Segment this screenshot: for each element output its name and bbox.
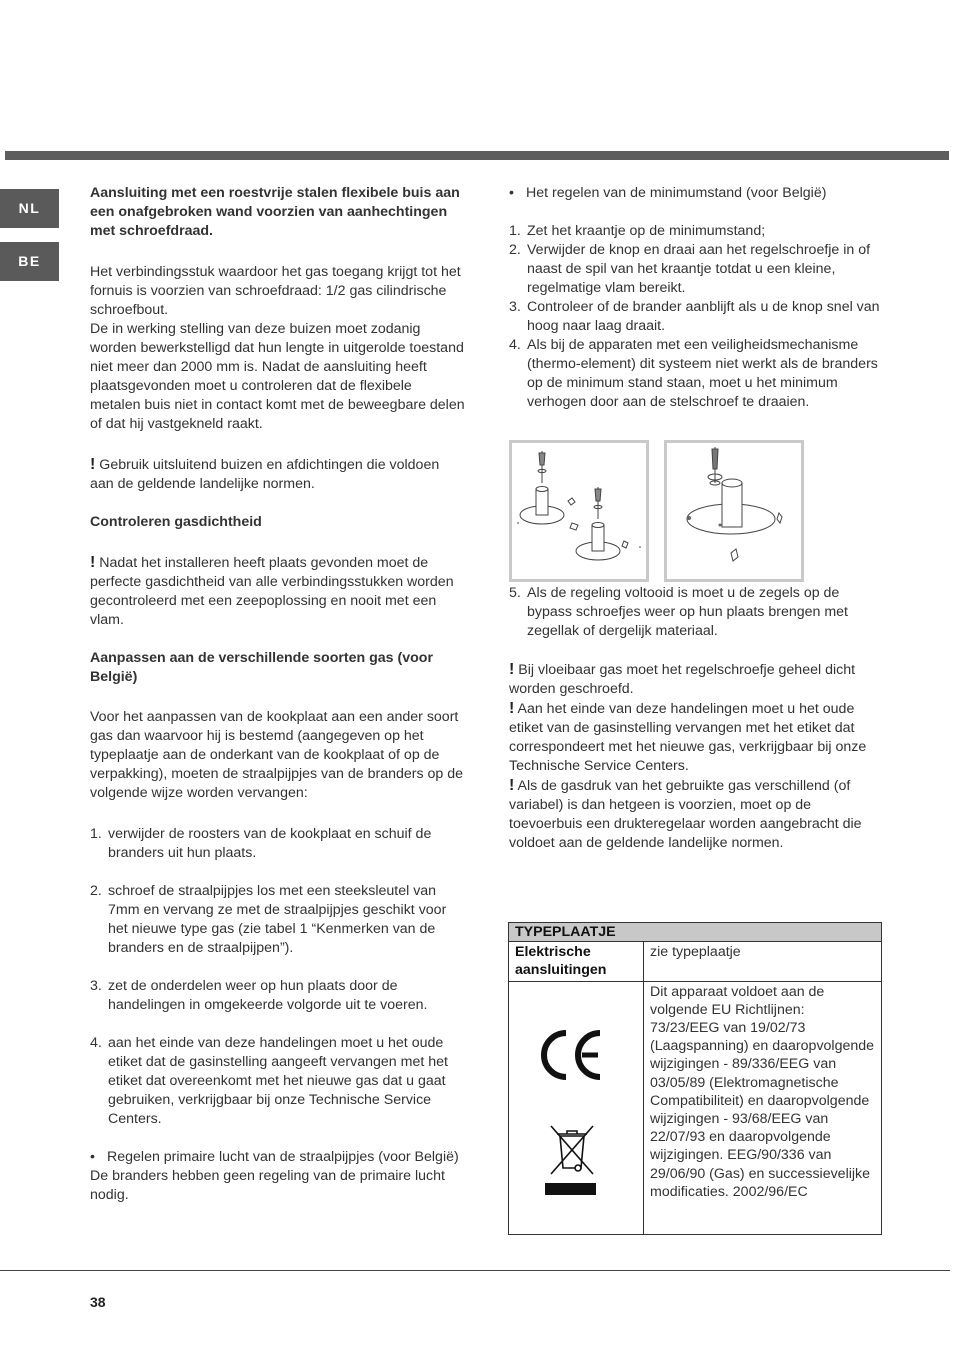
language-tab-be[interactable]: BE [0, 242, 59, 281]
list-item: 5. Als de regeling voltooid is moet u de zegels op de bypass schroefjes weer op hun plaats brengen met zegellak of dergelijk materiaal. [509, 585, 848, 639]
list-item: 4. aan het einde van deze handelingen moet u het oude etiket dat de gasinstelling aangeeft vervangen met het etiket dat overeenkomt met het nieuwe gas dat u gaat gebruiken, verkrijgbaar bij onze Technische Service Centers. [90, 1035, 448, 1127]
page-number: 38 [90, 1294, 106, 1310]
paragraph-adapt: Voor het aanpassen van de kookplaat aan een ander soort gas dan waarvoor hij is bestemd (aangegeven op het typeplaatje aan de onderkant van de kookplaat of op de verpakking), moeten de straalpijpjes van de branders op de volgende wijze worden vervangen: [90, 709, 464, 801]
paragraph-primary-air: De branders hebben geen regeling van de primaire lucht nodig. [90, 1168, 445, 1203]
warning-icon: ! [509, 661, 515, 678]
left-column [90, 184, 465, 1205]
language-tab-nl[interactable]: NL [0, 189, 59, 228]
steps-list [90, 825, 465, 1129]
warning-icon: ! [509, 777, 515, 794]
heading-gas-tightness: Controleren gasdichtheid [90, 514, 262, 530]
illustration-knob-screw [664, 440, 804, 582]
warning-icon: ! [90, 554, 96, 571]
warning-liquid-gas: ! Bij vloeibaar gas moet het regelschroefje geheel dicht worden geschroefd. [509, 661, 856, 697]
paragraph-connector: Het verbindingsstuk waardoor het gas toegang krijgt tot het fornuis is voorzien van schroefdraad: 1/2 gas cilindrische schroefbout. [90, 264, 461, 318]
warning-icon: ! [90, 456, 96, 473]
list-item: 1. Zet het kraantje op de minimumstand; [509, 223, 766, 239]
table-cell-directives: Dit apparaat voldoet aan de volgende EU Richtlijnen: 73/23/EEG van 19/02/73 (Laagspanning) en daaropvolgende wijzigingen - 89/336/EEG van 03/05/89 (Elektromagnetische Compatibiliteit) en daaropvolgende wijzigingen - 93/68/EEG van 22/07/93 en daaropvolgende wijzigingen. EEG/90/336 van 29/06/90 (Gas) en successievelijke modificaties. 2002/96/EC [644, 981, 882, 1234]
list-item: 2. schroef de straalpijpjes los met een steeksleutel van 7mm en vervang ze met de straalpijpjes geschikt voor het nieuwe type gas (zie tabel 1 “Kenmerken van de branders en de straalpijpen”). [90, 883, 447, 956]
header-bar [5, 151, 949, 160]
paragraph-length: De in werking stelling van deze buizen moet zodanig worden bewerkstelligd dat hun lengte in uitgerolde toestand niet meer dan 2000 mm is. Nadat de aansluiting heeft plaatsgevonden moet u controleren dat de flexibele metalen buis niet in contact komt met de beweegbare delen of dat hij vastgekneld raakt. [90, 321, 465, 432]
table-cell-icons [509, 981, 644, 1234]
table-row [509, 942, 882, 981]
bullet-minimum: • Het regelen van de minimumstand (voor België) [509, 185, 827, 201]
right-column [509, 184, 884, 412]
right-column-continued [509, 584, 884, 853]
footer-rule [0, 1270, 950, 1271]
minimum-steps-list [509, 222, 884, 412]
warning-pipes: ! Gebruik uitsluitend buizen en afdichtingen die voldoen aan de geldende landelijke normen. [90, 456, 440, 492]
table-header: TYPEPLAATJE [509, 923, 882, 942]
warning-pressure: ! Als de gasdruk van het gebruikte gas verschillend (of variabel) is dan hetgeen is voorzien, moet op de toevoerbuis een drukteregelaar worden aangebracht die voldoet aan de geldende landelijke normen. [509, 777, 862, 851]
weee-crossed-bin-icon [545, 1122, 599, 1198]
table-cell-label: Elektrische aansluitingen [509, 942, 644, 981]
typeplate-table [508, 922, 882, 1235]
heading-gas-types: Aanpassen aan de verschillende soorten gas (voor België) [90, 650, 433, 685]
bullet-primary-air: • Regelen primaire lucht van de straalpijpjes (voor België) [90, 1149, 459, 1165]
illustration-burner-screws [509, 440, 649, 582]
list-item: 3. zet de onderdelen weer op hun plaats door de handelingen in omgekeerde volgorde uit te voeren. [90, 978, 428, 1013]
table-row [509, 981, 882, 1234]
list-item: 4. Als bij de apparaten met een veiligheidsmechanisme (thermo-element) dit systeem niet werkt als de branders op de minimum stand staan, moet u het minimum verhogen door aan de stelschroef te draaien. [509, 337, 878, 410]
table-cell-value: zie typeplaatje [644, 942, 882, 981]
adjustment-illustrations [509, 440, 809, 582]
ce-mark-icon [536, 1029, 606, 1081]
heading-connection: Aansluiting met een roestvrije stalen flexibele buis aan een onafgebroken wand voorzien van aanhechtingen met schroefdraad. [90, 185, 460, 239]
list-item: 3. Controleer of de brander aanblijft als u de knop snel van hoog naar laag draait. [509, 299, 880, 334]
list-item: 2. Verwijder de knop en draai aan het regelschroefje in of naast de spil van het kraantje totdat u een kleine, regelmatige vlam bereikt. [509, 242, 871, 296]
warning-gas-tightness: ! Nadat het installeren heeft plaats gevonden moet de perfecte gasdichtheid van alle verbindingsstukken worden gecontroleerd met een zeepoplossing en nooit met een vlam. [90, 554, 454, 628]
list-item: 1. verwijder de roosters van de kookplaat en schuif de branders uit hun plaats. [90, 826, 432, 861]
warning-icon: ! [509, 700, 515, 717]
warning-label: ! Aan het einde van deze handelingen moet u het oude etiket van de gasinstelling vervangen met het etiket dat correspondeert met het nieuwe gas, verkrijgbaar bij onze Technische Service Centers. [509, 700, 867, 774]
